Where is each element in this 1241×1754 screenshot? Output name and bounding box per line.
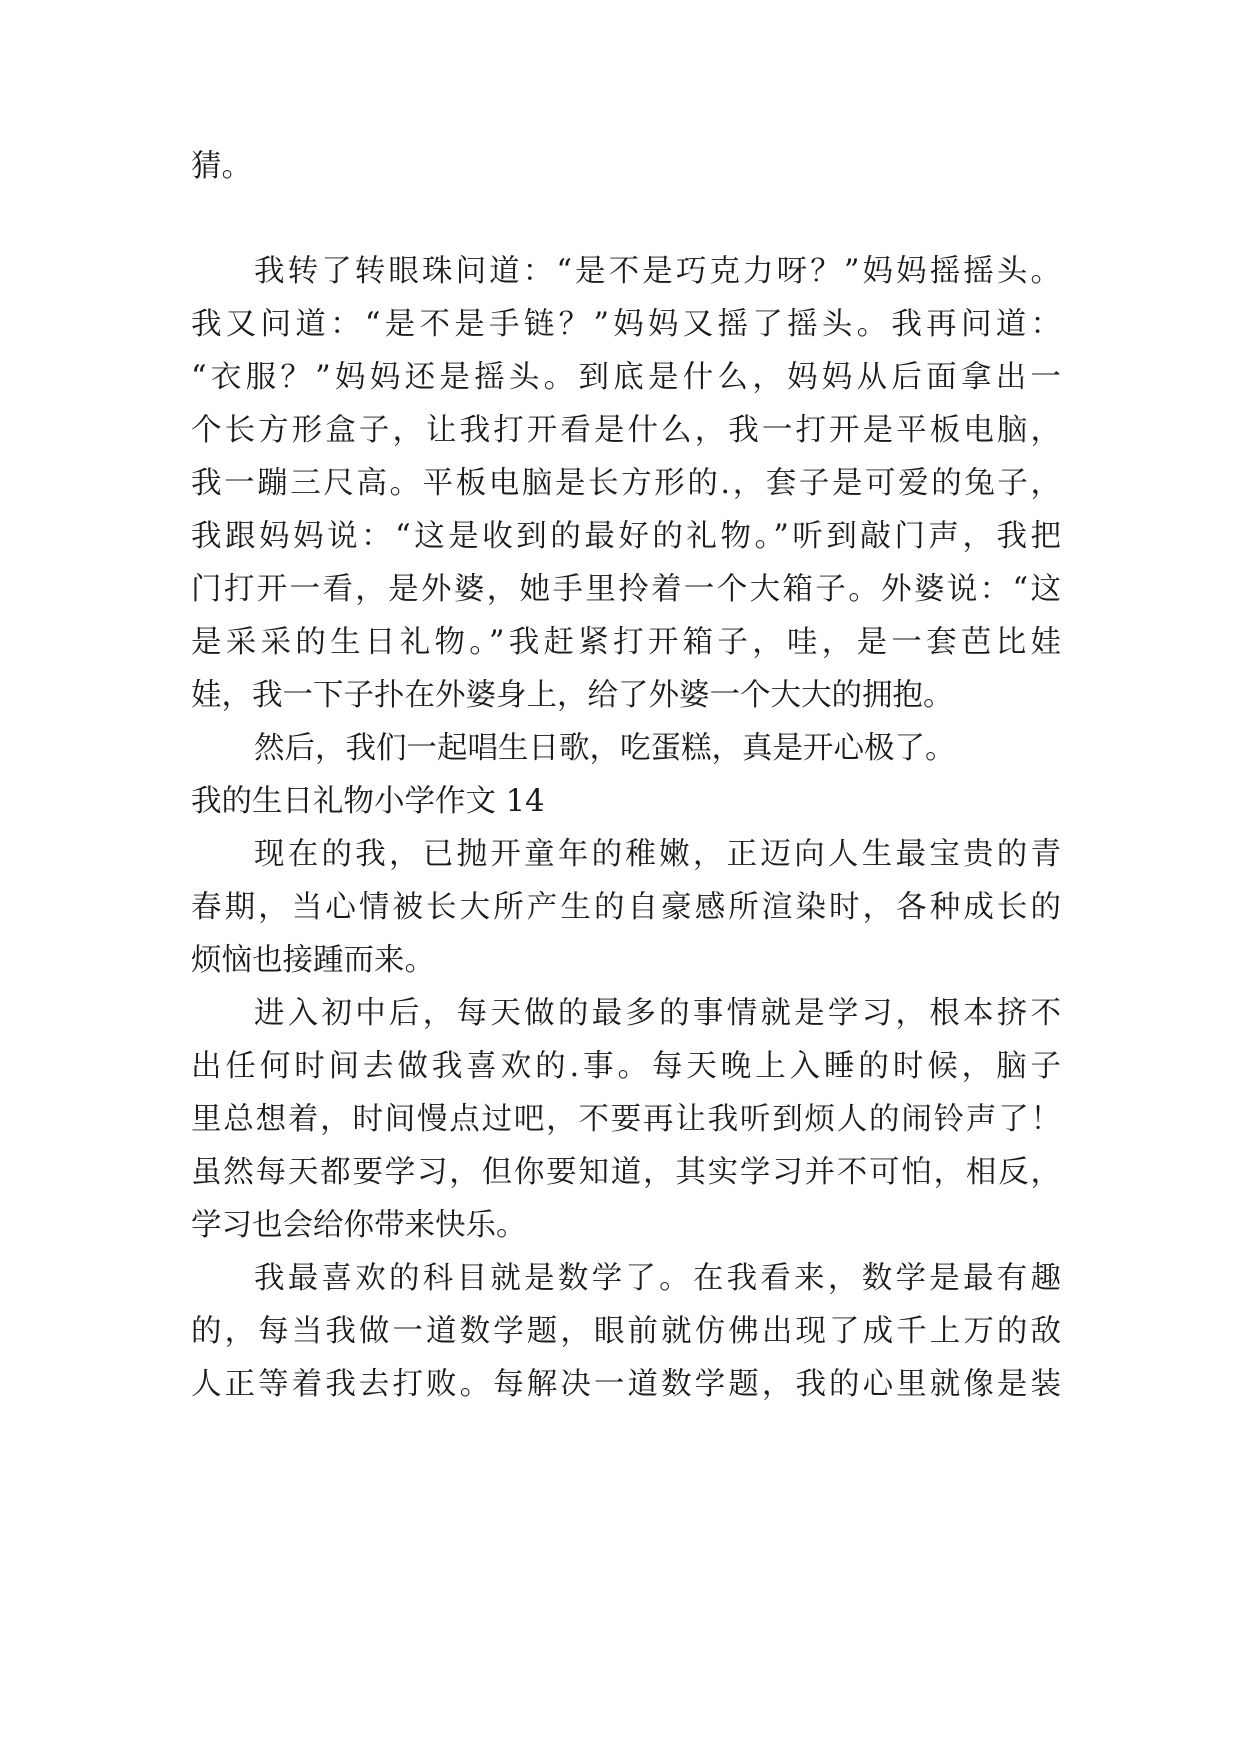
text-line: 人正等着我去打败。每解决一道数学题，我的心里就像是装 [191, 1367, 1061, 1402]
text-line: 虽然每天都要学习，但你要知道，其实学习并不可怕，相反， [191, 1155, 1061, 1190]
text-line: 里总想着，时间慢点过吧，不要再让我听到烦人的闹铃声了！ [191, 1102, 1061, 1137]
text-line: 进入初中后，每天做的最多的事情就是学习，根本挤不 [254, 996, 1061, 1031]
text-line: 然后，我们一起唱生日歌，吃蛋糕，真是开心极了。 [254, 731, 956, 766]
text-line: 我最喜欢的科目就是数学了。在我看来，数学是最有趣 [254, 1261, 1061, 1296]
document-page [191, 0, 1061, 1754]
text-line: 出任何时间去做我喜欢的.事。每天晚上入睡的时候，脑子 [191, 1049, 1061, 1084]
text-line: 猜。 [191, 149, 252, 184]
text-line: 我跟妈妈说：“这是收到的最好的礼物。”听到敲门声，我把 [191, 519, 1061, 554]
text-line: 娃，我一下子扑在外婆身上，给了外婆一个大大的拥抱。 [191, 678, 954, 713]
text-line: 我又问道：“是不是手链？”妈妈又摇了摇头。我再问道： [191, 307, 1061, 342]
text-line: “衣服？”妈妈还是摇头。到底是什么，妈妈从后面拿出一 [191, 360, 1061, 395]
text-line: 烦恼也接踵而来。 [191, 943, 435, 978]
text-line: 春期，当心情被长大所产生的自豪感所渲染时，各种成长的 [191, 890, 1061, 925]
text-line: 学习也会给你带来快乐。 [191, 1208, 527, 1243]
text-line: 个长方形盒子，让我打开看是什么，我一打开是平板电脑， [191, 413, 1061, 448]
text-line: 现在的我，已抛开童年的稚嫩，正迈向人生最宝贵的青 [254, 837, 1061, 872]
text-line: 门打开一看，是外婆，她手里拎着一个大箱子。外婆说：“这 [191, 572, 1061, 607]
text-line: 我一蹦三尺高。平板电脑是长方形的.，套子是可爱的兔子， [191, 466, 1061, 501]
text-line: 我转了转眼珠问道：“是不是巧克力呀？”妈妈摇摇头。 [254, 254, 1061, 289]
text-line: 是采采的生日礼物。”我赶紧打开箱子，哇，是一套芭比娃 [191, 625, 1061, 660]
section-heading: 我的生日礼物小学作文 14 [191, 784, 545, 819]
text-line: 的，每当我做一道数学题，眼前就仿佛出现了成千上万的敌 [191, 1314, 1061, 1349]
